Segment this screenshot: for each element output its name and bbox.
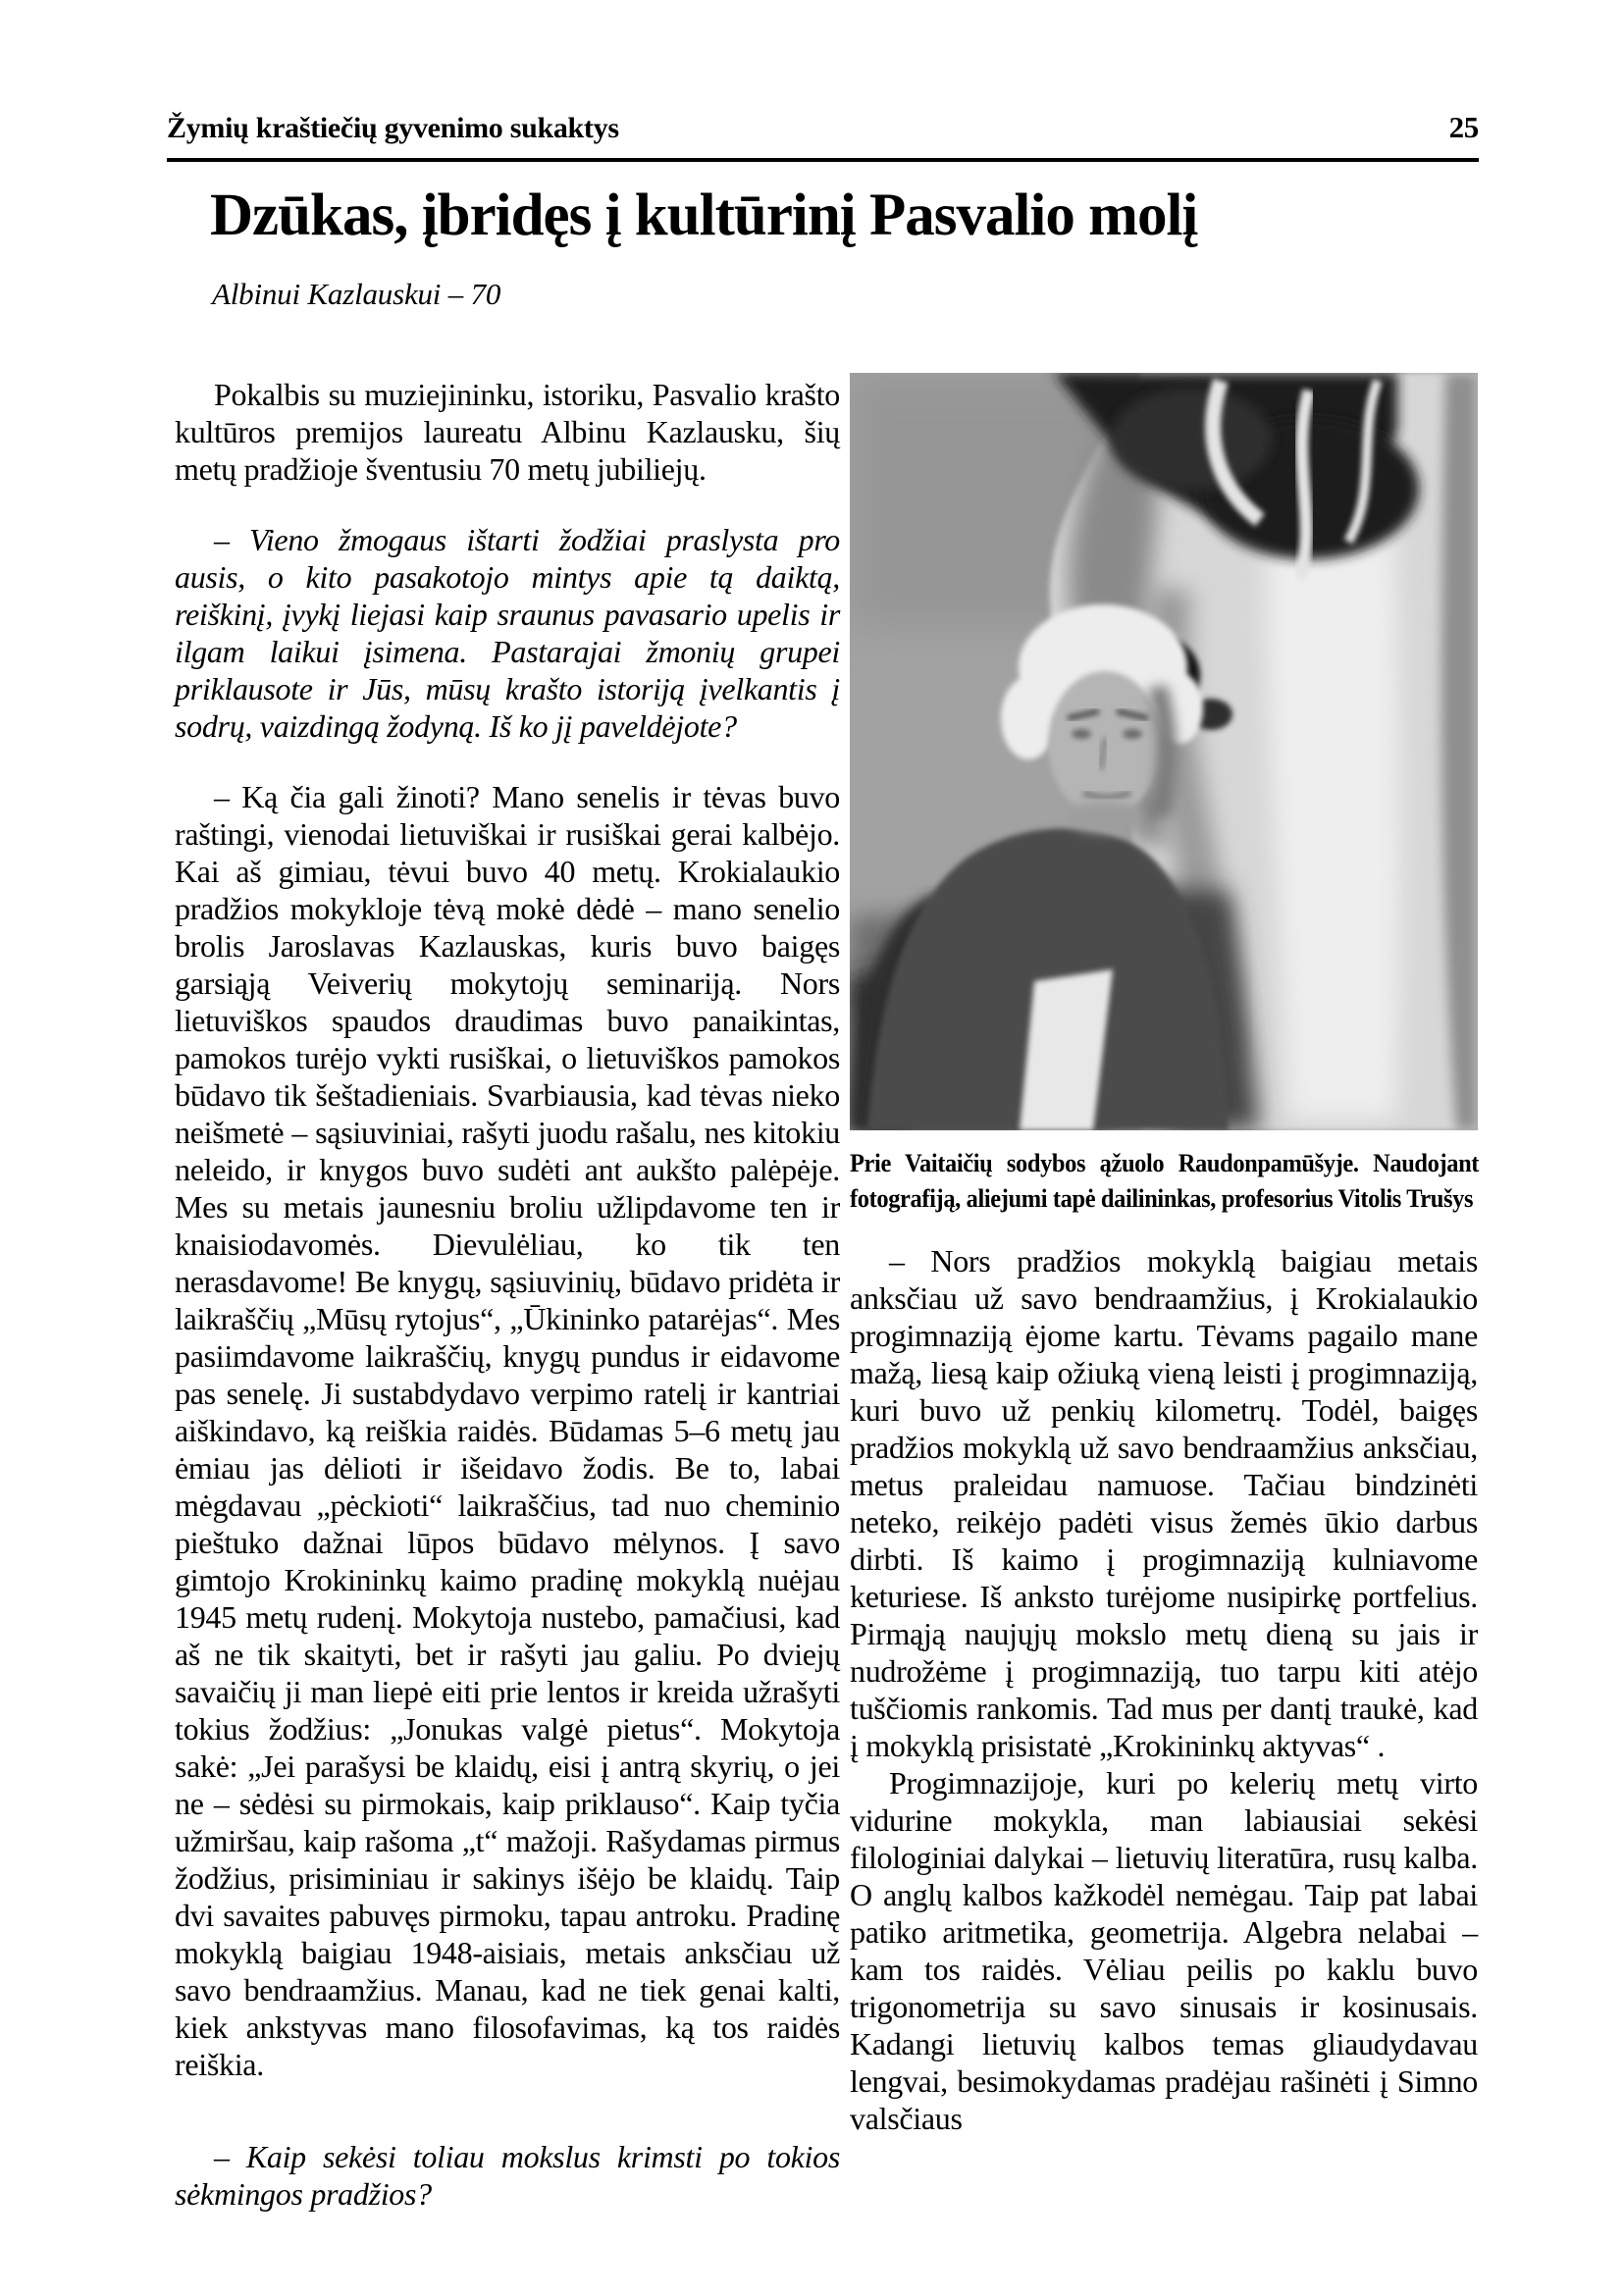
paragraph-interview-answer-1: – Ką čia gali žinoti? Mano senelis ir tėvas buvo raštingi, vienodai lietuviškai ir rusiškai gerai kalbėjo. Kai aš gimiau, tėvui buvo 40 metų. Krokialaukio pradžios mokykloje tėvą mokė dėdė – mano senelio brolis Jaroslavas Kazlauskas, kuris buvo baigęs garsiąją Veiverių mokytojų seminariją. Nors lietuviškos spaudos draudimas buvo panaikintas, pamokos turėjo vykti rusiškai, o lietuviškos pamokos būdavo tik šeštadieniais. Svarbiausia, kad tėvas nieko neišmetė – sąsiuviniai, rašyti juodu rašalu, nes kitokiu neleido, ir knygos buvo sudėti ant aukšto palėpėje. Mes su metais jaunesniu broliu užlipdavome ten ir knaisiodavomės. Dievulėliau, ko tik ten nerasdavome! Be knygų, sąsiuvinių, būdavo pridėta ir laikraščių „Mūsų rytojus“, „Ūkininko patarėjas“. Mes pasiimdavome laikraščių, knygų pundus ir eidavome pas senelę. Ji sustabdydavo verpimo ratelį ir kantriai aiškindavo, ką reiškia raidės. Būdamas 5–6 metų jau ėmiau jas dėlioti ir išeidavo žodis. Be to, labai mėgdavau „pėckioti“ laikraščius, tad nuo cheminio pieštuko dažnai lūpos būdavo mėlynos. Į savo gimtojo Krokininkų kaimo pradinę mokyklą nuėjau 1945 metų rudenį. Mokytoja nustebo, pamačiusi, kad aš ne tik skaityti, bet ir rašyti jau galiu. Po dviejų savaičių ji man liepė eiti prie lentos ir kreida užrašyti tokius žodžius: „Jonukas valgė pietus“. Mokytoja sakė: „Jei parašysi be klaidų, eisi į antrą skyrių, o jei ne – sėdėsi su pirmokais, kaip priklauso“. Kaip tyčia užmiršau, kaip rašoma „t“ mažoji. Rašydamas pirmus žodžius, prisiminiau ir sakinys išėjo be klaidų. Taip dvi savaites pabuvęs pirmoku, tapau antroku. Pradinę mokyklą baigiau 1948-aisiais, metais anksčiau už savo bendraamžius. Manau, kad ne tiek genai kalti, kiek ankstyvas mano filosofavimas, ką tos raidės reiškia. (175, 779, 840, 2082)
man-right-eye (1123, 729, 1142, 739)
man-hair-left-tuft (1001, 677, 1056, 759)
paragraph-interview-answer-3: Progimnazijoje, kuri po kelerių metų virto vidurine mokykla, man labiausiai sekėsi filologiniai dalykai – lietuvių literatūra, rusų kalba. O anglų kalbos kažkodėl nemėgau. Taip pat labai patiko aritmetika, geometrija. Algebra nelabai – kam tos raidės. Vėliau peilis po kaklu buvo trigonometrija su savo sinusais ir kosinusais. Kadangi lietuvių kalbos temas gliaudydavau lengvai, besimokydamas pradėjau rašinėti į Simno valsčiaus (850, 1765, 1478, 2136)
page-number: 25 (1448, 110, 1479, 144)
man-left-eye (1072, 729, 1091, 739)
man-nose (1101, 738, 1105, 769)
section-heading: Žymių kraštiečių gyvenimo sukaktys (167, 112, 619, 144)
article-title: Dzūkas, įbridęs į kultūrinį Pasvalio molį (210, 183, 1198, 248)
light-branch-2 (1299, 391, 1309, 579)
crown-mid-blob (1111, 389, 1272, 491)
article-dedication: Albinui Kazlauskui – 70 (212, 277, 501, 311)
paragraph-interview-question-2: – Kaip sekėsi toliau mokslus krimsti po tokios sėkmingos pradžios? (175, 2139, 840, 2212)
portrait-photo (850, 373, 1478, 1130)
paragraph-intro: Pokalbis su muziejininku, istoriku, Pasvalio krašto kultūros premijos laureatu Albinu Kazlausku, šių metų pradžioje šventusiu 70 metų jubiliejų. (175, 377, 840, 487)
photo-caption: Prie Vaitaičių sodybos ąžuolo Raudonpamūšyje. Naudojant fotografiją, aliejumi tapė dailininkas, profesorius Vitolis Trušys (850, 1149, 1480, 1213)
header-rule (167, 158, 1479, 162)
man-chin-shade (1066, 801, 1144, 832)
paragraph-interview-answer-2: – Nors pradžios mokyklą baigiau metais anksčiau už savo bendraamžius, į Krokialaukio progimnaziją ėjome kartu. Tėvams pagailo mane mažą, liesą kaip ožiuką vieną leisti į progimnaziją, kuri buvo už penkių kilometrų. Todėl, baigęs pradžios mokyklą už savo bendraamžius anksčiau, metus praleidau namuose. Tačiau bindzinėti neteko, reikėjo padėti visus žemės ūkio darbus dirbti. Iš kaimo į progimnaziją kulniavome keturiese. Iš anksto turėjome nusipirkę portfelius. Pirmąją naujųjų mokslo metų dieną su jais ir nudrožėme į progimnaziją, tuo tarpu kiti atėjo tuščiomis rankomis. Tad mus per dantį traukė, kad į mokyklą prisistatė „Krokininkų aktyvas“ . (850, 1243, 1478, 1763)
left-column (175, 376, 840, 2213)
paragraph-interview-question-1: – Vieno žmogaus ištarti žodžiai praslysta pro ausis, o kito pasakotojo mintys apie tą daiktą, reiškinį, įvykį liejasi kaip sraunus pavasario upelis ir ilgam laikui įsimena. Pastarajai žmonių grupei priklausote ir Jūs, mūsų krašto istoriją įvelkantis į sodrų, vaizdingą žodyną. Iš ko jį paveldėjote? (175, 522, 840, 744)
right-column (850, 373, 1478, 2137)
oak-portrait-painting (850, 373, 1478, 1130)
running-head (167, 110, 1479, 145)
